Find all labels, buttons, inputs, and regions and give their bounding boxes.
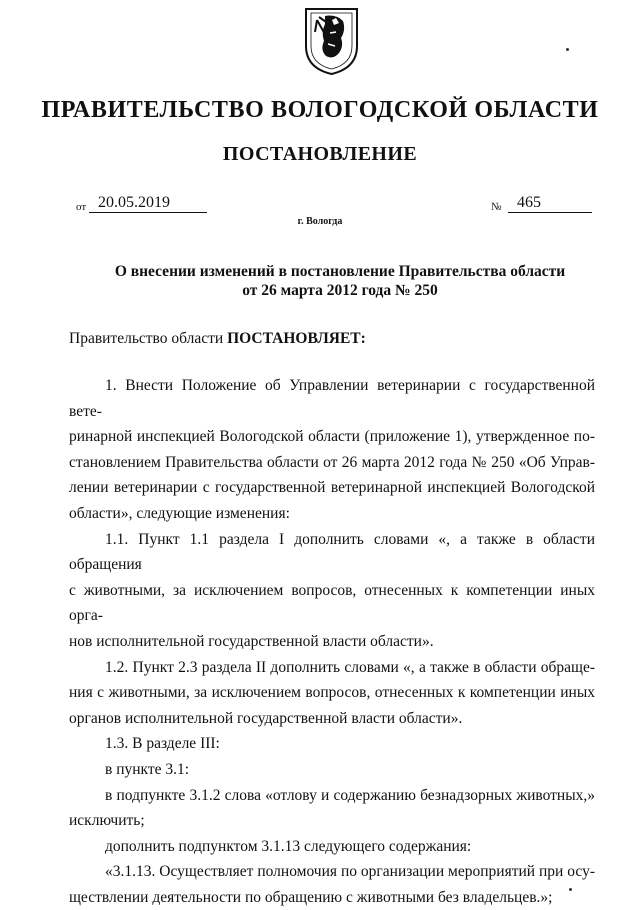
body-line: ния с животными, за исключением вопросов, отнесенных к компетенции иных xyxy=(69,684,595,702)
body-line: исключить; xyxy=(69,812,145,830)
subject-line-1: О внесении изменений в постановление Правительства области xyxy=(114,263,566,280)
body-line: 1. Внести Положение об Управлении ветеринарии с государственной вете- xyxy=(69,377,595,420)
body-line: области», следующие изменения: xyxy=(69,504,290,522)
scan-mark xyxy=(569,888,572,891)
body-line: 1.1. Пункт 1.1 раздела I дополнить словами «, а также в области обращения xyxy=(69,530,595,574)
body-line: ринарной инспекцией Вологодской области (приложение 1), утвержденное по- xyxy=(69,428,595,446)
body-line: 1.2. Пункт 2.3 раздела II дополнить словами «, а также в области обраще- xyxy=(105,658,595,676)
preamble-decree: ПОСТАНОВЛЯЕТ: xyxy=(227,330,366,347)
body-line: в подпункте 3.1.2 слова «отлову и содержанию безнадзорных животных,» xyxy=(105,786,595,804)
government-title: ПРАВИТЕЛЬСТВО ВОЛОГОДСКОЙ ОБЛАСТИ xyxy=(41,97,599,123)
date-prefix: от xyxy=(76,201,87,213)
body-line: 1.3. В разделе III: xyxy=(105,735,220,753)
document-date: 20.05.2019 xyxy=(89,193,207,213)
document-number: 465 xyxy=(508,193,592,213)
subject-line-2: от 26 марта 2012 года № 250 xyxy=(242,282,438,299)
body-line: с животными, за исключением вопросов, отнесенных к компетенции иных орга- xyxy=(69,581,595,625)
body-line: ществлении деятельности по обращению с животными без владельцев.»; xyxy=(69,888,553,906)
city: г. Вологда xyxy=(297,216,343,227)
document-body xyxy=(69,373,595,910)
coat-of-arms-emblem xyxy=(303,6,360,76)
body-line: лении ветеринарии с государственной ветеринарной инспекцией Вологодской xyxy=(69,479,595,497)
body-line: органов исполнительной государственной власти области». xyxy=(69,709,463,727)
document-subject xyxy=(60,262,620,300)
body-line: становлением Правительства области от 26 марта 2012 года № 250 «Об Управ- xyxy=(69,453,595,471)
body-line: в пункте 3.1: xyxy=(105,760,190,778)
scan-mark xyxy=(566,48,569,51)
body-line: «3.1.13. Осуществляет полномочия по организации мероприятий при осу- xyxy=(105,863,595,881)
body-line: дополнить подпунктом 3.1.13 следующего содержания: xyxy=(105,837,472,855)
body-line: нов исполнительной государственной власти области». xyxy=(69,632,434,650)
preamble-text: Правительство области xyxy=(69,330,224,347)
preamble xyxy=(69,330,366,348)
number-prefix: № xyxy=(491,201,502,213)
document-type: ПОСТАНОВЛЕНИЕ xyxy=(222,143,418,165)
